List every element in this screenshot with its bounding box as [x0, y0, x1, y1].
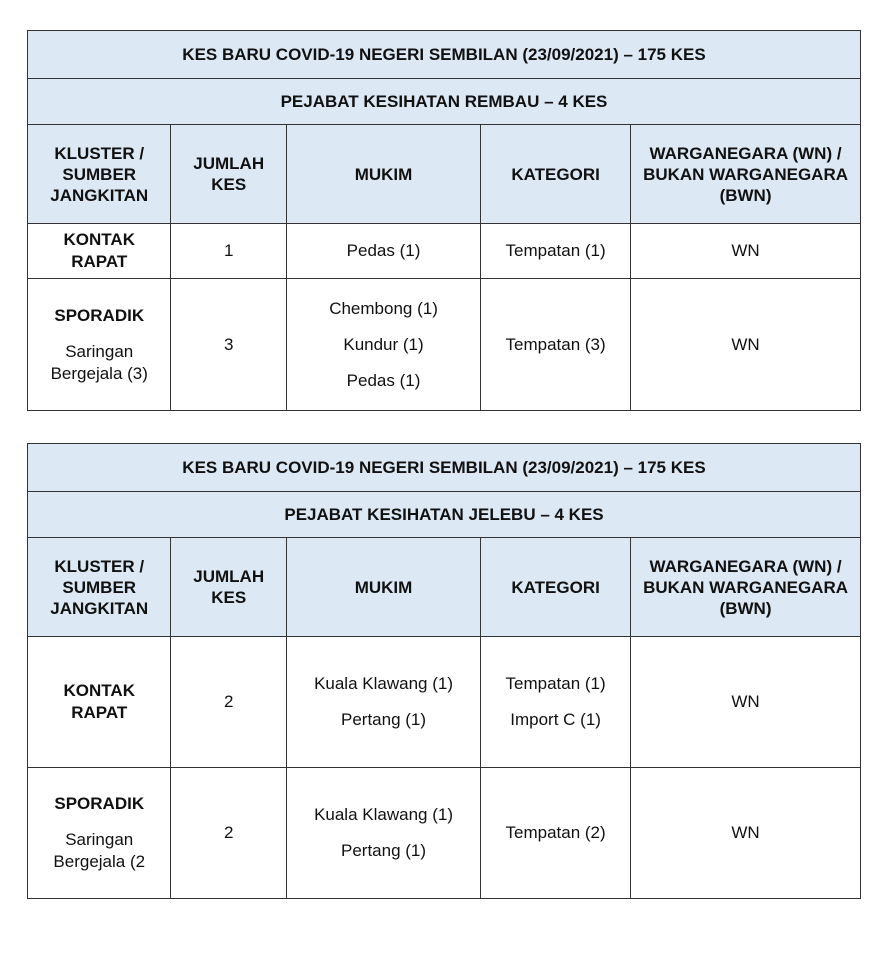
header-wn: WARGANEGARA (WN) / BUKAN WARGANEGARA (BWN): [631, 538, 861, 637]
mukim-item: Chembong (1): [329, 298, 438, 318]
header-jumlah: JUMLAH KES: [171, 538, 286, 637]
jumlah-cell: 3: [171, 279, 286, 411]
kluster-cell: KONTAK RAPAT: [28, 224, 171, 279]
mukim-item: Kundur (1): [343, 334, 424, 354]
table-subtitle: PEJABAT KESIHATAN REMBAU – 4 KES: [28, 79, 861, 125]
mukim-item: Kuala Klawang (1): [314, 674, 453, 693]
kluster-cell: KONTAK RAPAT: [28, 637, 171, 768]
table-subtitle: PEJABAT KESIHATAN JELEBU – 4 KES: [28, 492, 861, 538]
kluster-sub-label: Saringan Bergejala (2: [53, 830, 146, 871]
wn-cell: WN: [631, 768, 861, 899]
header-kluster: KLUSTER / SUMBER JANGKITAN: [28, 538, 171, 637]
mukim-cell: [286, 637, 480, 768]
jumlah-cell: 2: [171, 768, 286, 899]
table-row: [28, 224, 861, 279]
kluster-cell: [28, 768, 171, 899]
kluster-label: SPORADIK: [54, 305, 145, 325]
header-wn: WARGANEGARA (WN) / BUKAN WARGANEGARA (BWN): [631, 125, 861, 224]
header-kategori: KATEGORI: [481, 125, 631, 224]
kategori-cell: Tempatan (3): [481, 279, 631, 411]
table-row: [28, 768, 861, 899]
mukim-cell: Pedas (1): [286, 224, 480, 279]
mukim-cell: [286, 768, 480, 899]
table-title: KES BARU COVID-19 NEGERI SEMBILAN (23/09/2021) – 175 KES: [28, 31, 861, 79]
jumlah-cell: 2: [171, 637, 286, 768]
header-mukim: MUKIM: [286, 125, 480, 224]
kategori-cell: Tempatan (2): [481, 768, 631, 899]
kategori-item: Import C (1): [510, 710, 601, 729]
table-row: [28, 637, 861, 768]
mukim-item: Pertang (1): [341, 710, 427, 729]
jelebu-table: [27, 443, 861, 899]
mukim-cell: [286, 279, 480, 411]
rembau-table: [27, 30, 861, 411]
kluster-label: SPORADIK: [54, 794, 145, 813]
mukim-item: Kuala Klawang (1): [314, 805, 453, 824]
header-kategori: KATEGORI: [481, 538, 631, 637]
header-kluster: KLUSTER / SUMBER JANGKITAN: [28, 125, 171, 224]
mukim-item: Pertang (1): [341, 841, 427, 860]
kategori-cell: [481, 637, 631, 768]
kategori-cell: Tempatan (1): [481, 224, 631, 279]
kategori-item: Tempatan (1): [505, 674, 606, 693]
wn-cell: WN: [631, 224, 861, 279]
table-row: [28, 279, 861, 411]
wn-cell: WN: [631, 637, 861, 768]
table-title: KES BARU COVID-19 NEGERI SEMBILAN (23/09/2021) – 175 KES: [28, 444, 861, 492]
mukim-item: Pedas (1): [346, 370, 421, 390]
kluster-cell: [28, 279, 171, 411]
kluster-sub-label: Saringan Bergejala (3): [50, 341, 148, 383]
header-jumlah: JUMLAH KES: [171, 125, 286, 224]
header-mukim: MUKIM: [286, 538, 480, 637]
wn-cell: WN: [631, 279, 861, 411]
jumlah-cell: 1: [171, 224, 286, 279]
